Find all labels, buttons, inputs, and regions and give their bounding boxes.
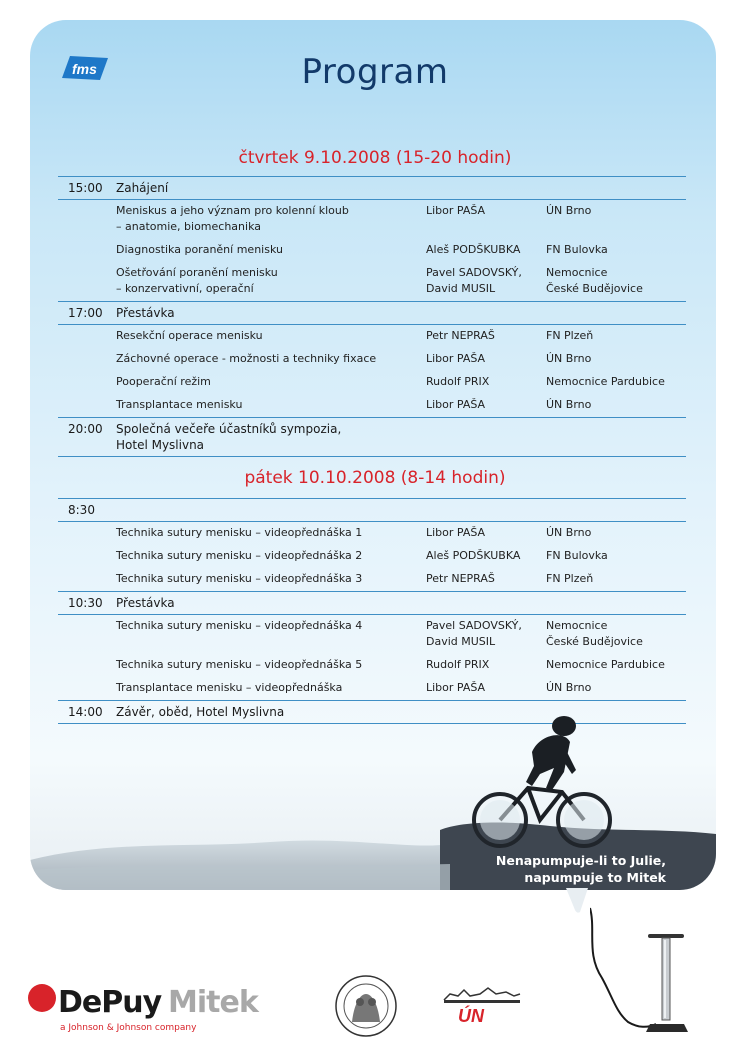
speaker-cell xyxy=(426,502,546,518)
speaker-cell xyxy=(426,548,546,564)
place-cell xyxy=(546,374,686,390)
place-cell-line: FN Bulovka xyxy=(546,549,608,562)
schedule-row xyxy=(58,394,686,418)
schedule-block-header xyxy=(58,302,686,325)
place-cell xyxy=(546,265,686,297)
place-cell xyxy=(546,548,686,564)
place-cell xyxy=(546,351,686,367)
un-brno-logo xyxy=(440,986,524,1026)
time-label xyxy=(58,618,116,650)
place-cell-line: České Budějovice xyxy=(546,635,643,648)
speaker-cell xyxy=(426,242,546,258)
speaker-cell xyxy=(426,351,546,367)
speaker-cell-line: Pavel SADOVSKÝ, xyxy=(426,619,522,632)
society-seal-logo xyxy=(334,974,398,1038)
time-label: 14:00 xyxy=(68,705,103,719)
speaker-cell xyxy=(426,374,546,390)
place-cell-line: ÚN Brno xyxy=(546,398,592,411)
time-label xyxy=(58,265,116,297)
topic-cell-line: Společná večeře účastníků sympozia, xyxy=(116,422,342,436)
speaker-cell xyxy=(426,680,546,696)
speaker-cell xyxy=(426,328,546,344)
place-cell xyxy=(546,571,686,587)
speaker-cell-line: David MUSIL xyxy=(426,635,496,648)
topic-cell xyxy=(116,595,426,611)
un-logo-text: ÚN xyxy=(458,1006,484,1026)
speaker-cell-line: Rudolf PRIX xyxy=(426,658,490,671)
topic-cell-line: Transplantace menisku – videopřednáška xyxy=(116,681,343,694)
topic-cell xyxy=(116,397,426,413)
place-cell-line: Nemocnice xyxy=(546,619,608,632)
day-heading-thursday: čtvrtek 9.10.2008 (15-20 hodin) xyxy=(238,148,512,168)
time-label: 15:00 xyxy=(68,181,103,195)
place-cell-line: FN Plzeň xyxy=(546,329,594,342)
speaker-cell-line: Aleš PODŠKUBKA xyxy=(426,243,521,256)
speaker-cell xyxy=(426,397,546,413)
slogan-line-2: napumpuje to Mitek xyxy=(524,870,666,885)
speaker-cell-line: Libor PAŠA xyxy=(426,681,486,694)
topic-cell xyxy=(116,525,426,541)
time-label xyxy=(58,525,116,541)
schedule-row xyxy=(58,522,686,545)
speaker-cell-line: Libor PAŠA xyxy=(426,204,486,217)
topic-cell xyxy=(116,502,426,518)
topic-cell-line: Technika sutury menisku – videopřednáška 2 xyxy=(116,549,363,562)
place-cell xyxy=(546,595,686,611)
slogan-line-1: Nenapumpuje-li to Julie, xyxy=(495,853,666,868)
topic-cell xyxy=(116,618,426,650)
jnj-tagline: a Johnson & Johnson company xyxy=(60,1023,197,1033)
topic-cell xyxy=(116,421,426,453)
topic-cell xyxy=(116,351,426,367)
time-label xyxy=(58,203,116,235)
place-cell xyxy=(546,397,686,413)
schedule-thursday xyxy=(58,176,686,457)
topic-cell xyxy=(116,548,426,564)
place-cell xyxy=(546,305,686,321)
place-cell xyxy=(546,680,686,696)
speaker-cell-line: Petr NEPRAŠ xyxy=(426,572,495,585)
place-cell-line: Nemocnice Pardubice xyxy=(546,658,665,671)
speaker-cell xyxy=(426,595,546,611)
schedule-block-header xyxy=(58,592,686,615)
schedule-block-header xyxy=(58,418,686,457)
topic-cell xyxy=(116,203,426,235)
time-label xyxy=(58,680,116,696)
topic-cell xyxy=(116,680,426,696)
speaker-cell-line: Petr NEPRAŠ xyxy=(426,329,495,342)
slogan xyxy=(460,852,666,886)
day-heading-friday: pátek 10.10.2008 (8-14 hodin) xyxy=(244,468,506,488)
schedule-row xyxy=(58,262,686,302)
schedule-row xyxy=(58,325,686,348)
place-cell-line: FN Bulovka xyxy=(546,243,608,256)
schedule-row xyxy=(58,568,686,592)
topic-cell xyxy=(116,571,426,587)
place-cell xyxy=(546,180,686,196)
topic-cell-line: Technika sutury menisku – videopřednáška 4 xyxy=(116,619,363,632)
topic-cell-line: Technika sutury menisku – videopřednáška 3 xyxy=(116,572,363,585)
speaker-cell-line: Libor PAŠA xyxy=(426,398,486,411)
topic-cell-line: Meniskus a jeho význam pro kolenní kloub xyxy=(116,204,349,217)
place-cell xyxy=(546,657,686,673)
topic-cell-line: Záchovné operace - možnosti a techniky fixace xyxy=(116,352,377,365)
topic-cell-line: – konzervativní, operační xyxy=(116,282,254,295)
place-cell-line: ÚN Brno xyxy=(546,204,592,217)
place-cell xyxy=(546,618,686,650)
fms-logo-text: fms xyxy=(72,61,97,77)
topic-cell-line: Transplantace menisku xyxy=(116,398,243,411)
speaker-cell xyxy=(426,525,546,541)
topic-cell xyxy=(116,265,426,297)
time-label xyxy=(58,351,116,367)
topic-cell-line: Závěr, oběd, Hotel Myslivna xyxy=(116,705,285,719)
page-title: Program xyxy=(301,52,449,92)
schedule-row xyxy=(58,615,686,654)
place-cell-line: Nemocnice xyxy=(546,266,608,279)
time-label: 8:30 xyxy=(68,503,95,517)
schedule-block-header xyxy=(58,176,686,200)
topic-cell-line: Technika sutury menisku – videopřednáška 5 xyxy=(116,658,363,671)
time-label xyxy=(58,242,116,258)
place-cell-line: České Budějovice xyxy=(546,282,643,295)
topic-cell-line: Pooperační režim xyxy=(116,375,211,388)
time-label xyxy=(58,571,116,587)
place-cell-line: ÚN Brno xyxy=(546,526,592,539)
topic-cell xyxy=(116,305,426,321)
schedule-row xyxy=(58,545,686,568)
topic-cell-line: Technika sutury menisku – videopřednáška 1 xyxy=(116,526,363,539)
schedule-friday xyxy=(58,498,686,724)
schedule-block-header xyxy=(58,498,686,522)
topic-cell-line: Zahájení xyxy=(116,181,169,195)
speaker-cell xyxy=(426,305,546,321)
bicycle-pump-icon xyxy=(590,900,700,1034)
time-label xyxy=(58,657,116,673)
topic-cell-line: – anatomie, biomechanika xyxy=(116,220,261,233)
time-label: 17:00 xyxy=(68,306,103,320)
place-cell xyxy=(546,242,686,258)
place-cell xyxy=(546,525,686,541)
time-label xyxy=(58,548,116,564)
place-cell xyxy=(546,421,686,453)
schedule-row xyxy=(58,677,686,701)
topic-cell-line: Ošetřování poranění menisku xyxy=(116,266,278,279)
speaker-cell xyxy=(426,618,546,650)
time-label xyxy=(58,328,116,344)
place-cell-line: Nemocnice Pardubice xyxy=(546,375,665,388)
topic-cell xyxy=(116,328,426,344)
speaker-cell-line: David MUSIL xyxy=(426,282,496,295)
topic-cell xyxy=(116,657,426,673)
speaker-cell xyxy=(426,180,546,196)
schedule-row xyxy=(58,200,686,239)
topic-cell xyxy=(116,180,426,196)
place-cell-line: FN Plzeň xyxy=(546,572,594,585)
speaker-cell-line: Pavel SADOVSKÝ, xyxy=(426,266,522,279)
time-label: 10:30 xyxy=(68,596,103,610)
topic-cell-line: Resekční operace menisku xyxy=(116,329,263,342)
topic-cell-line: Přestávka xyxy=(116,596,175,610)
place-cell-line: ÚN Brno xyxy=(546,681,592,694)
time-label xyxy=(58,374,116,390)
schedule-row xyxy=(58,348,686,371)
depuy-logo-text: DePuy xyxy=(58,985,162,1020)
place-cell xyxy=(546,502,686,518)
place-cell xyxy=(546,328,686,344)
schedule-row xyxy=(58,654,686,677)
topic-cell xyxy=(116,374,426,390)
speaker-cell xyxy=(426,657,546,673)
time-label xyxy=(58,397,116,413)
topic-cell xyxy=(116,704,426,720)
speaker-cell-line: Libor PAŠA xyxy=(426,526,486,539)
schedule-row xyxy=(58,239,686,262)
speaker-cell xyxy=(426,571,546,587)
topic-cell-line: Přestávka xyxy=(116,306,175,320)
speaker-cell xyxy=(426,421,546,453)
topic-cell xyxy=(116,242,426,258)
place-cell-line: ÚN Brno xyxy=(546,352,592,365)
mitek-logo-text: Mitek xyxy=(168,985,258,1020)
topic-cell-line: Diagnostika poranění menisku xyxy=(116,243,283,256)
topic-cell-line: Hotel Myslivna xyxy=(116,438,205,452)
speech-bubble-tail xyxy=(566,888,588,914)
place-cell xyxy=(546,203,686,235)
speaker-cell xyxy=(426,203,546,235)
speaker-cell-line: Libor PAŠA xyxy=(426,352,486,365)
time-label: 20:00 xyxy=(68,422,103,436)
speaker-cell-line: Rudolf PRIX xyxy=(426,375,490,388)
speaker-cell-line: Aleš PODŠKUBKA xyxy=(426,549,521,562)
schedule-row xyxy=(58,371,686,394)
speaker-cell xyxy=(426,265,546,297)
